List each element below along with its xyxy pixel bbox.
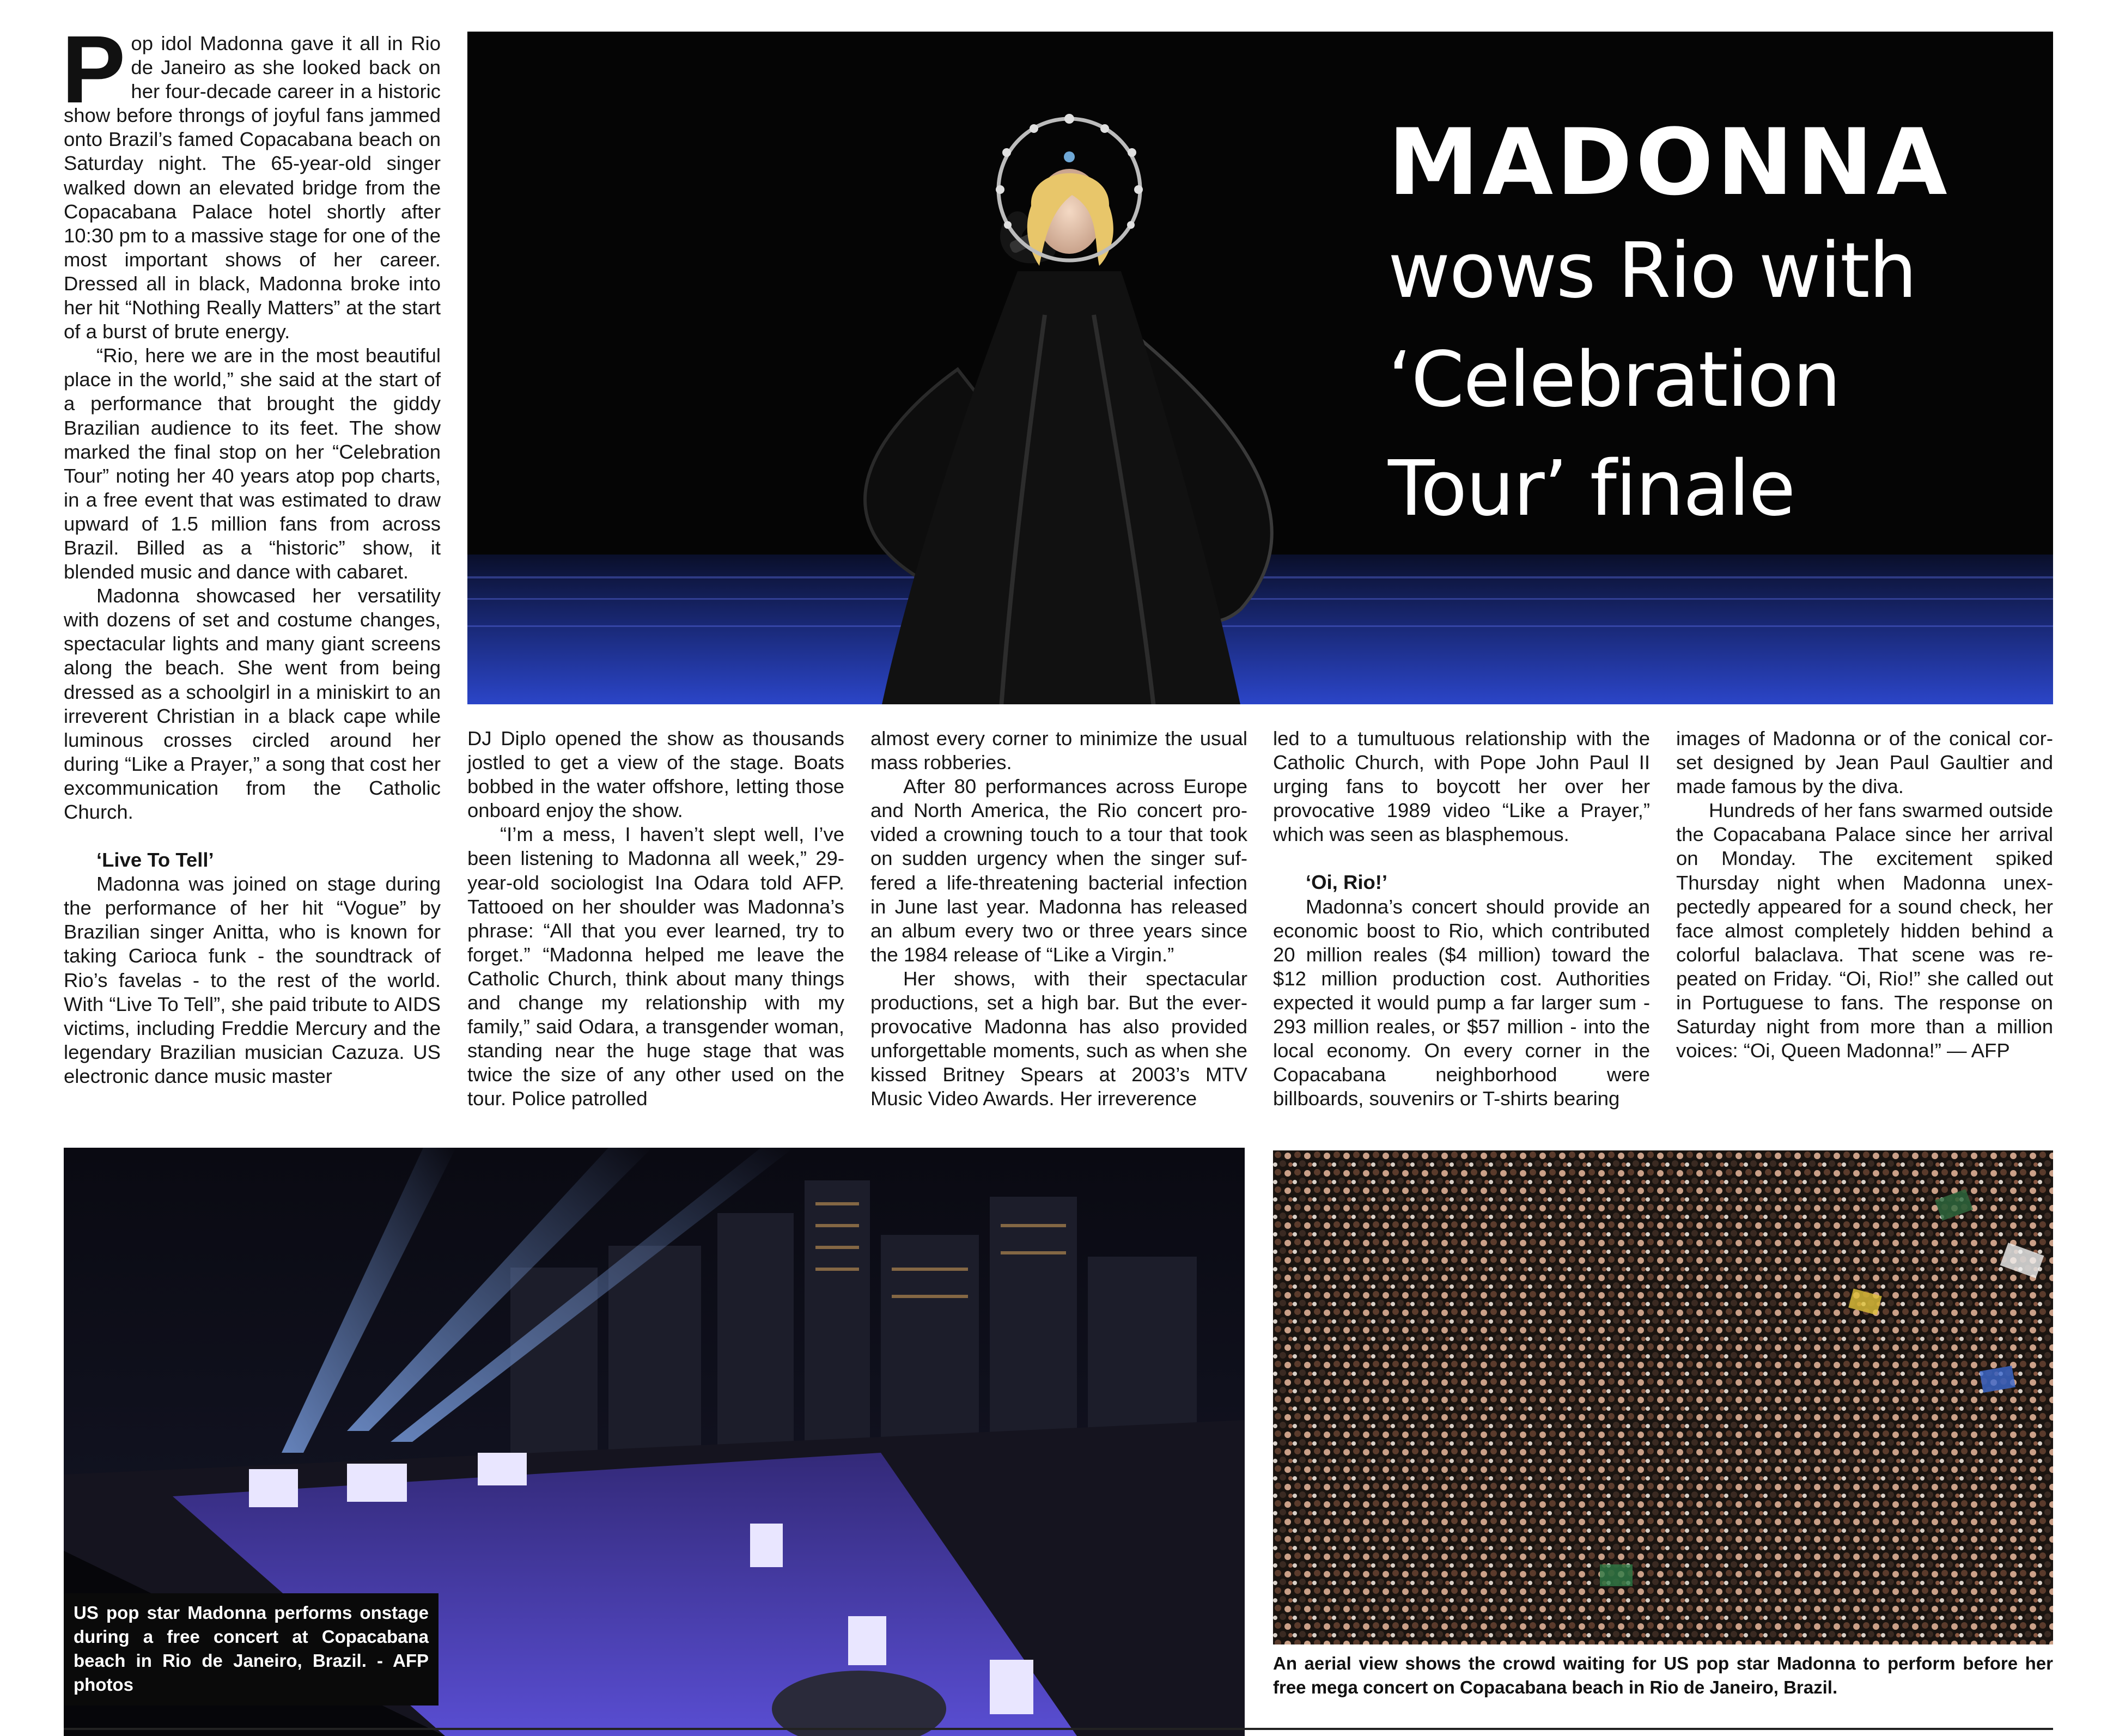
paragraph: almost every corner to minimize the usual mass robberies. [870, 727, 1247, 774]
paragraph: Her shows, with their spectacular productions, set a high bar. But the ever-provocative Madonna has also provided unforgettable moments, such as when she kissed Britney Spears at 2003’s MTV Music Video Awards. Her irreverence [870, 967, 1247, 1110]
hero-photo [467, 32, 2053, 704]
subheading: ‘Oi, Rio!’ [1306, 871, 1388, 894]
headline-title: MADONNA [1388, 109, 1951, 216]
article-column-4 [1273, 727, 1650, 1111]
paragraph: After 80 performances across Europe and North America, the Rio concert provided a crowning touch to a tour that took on sudden urgency when the singer suffered a life-threatening bacterial infection in June last year. Madonna has released an album every two or three years since the 1984 release of “Like a Virgin.” [870, 775, 1247, 966]
article-column-1 [62, 16, 441, 1088]
article-column-5 [1676, 727, 2053, 1063]
paragraph: “Rio, here we are in the most beautiful place in the world,” she said at the start of a performance that brought the giddy Brazilian audience to its feet. The show marked the final stop on her “Celebration Tour” noting her 40 years atop pop charts, in a free event that was estimated to draw upward of 1.5 million fans from across Brazil. Billed as a “historic” show, it blended music and dance with cabaret. [64, 344, 441, 583]
paragraph: Madonna’s concert should provide an economic boost to Rio, which contributed 20 million reales ($4 million) toward the $12 million production cost. Authorities expected it would pump a far larger sum - 293 million reales, or $57 million - into the local economy. On every corner in the Copacabana neighborhood were billboards, souvenirs or T-shirts bearing [1273, 895, 1650, 1110]
headline-line-1: wows Rio with [1388, 227, 1916, 315]
paragraph: Madonna was joined on stage during the performance of her hit “Vogue” by Brazilian singer Anitta, who is known for taking Carioca funk - the soundtrack of Rio’s favelas - to the rest of the world. With “Live To Tell”, she paid tribute to AIDS victims, including Freddie Mercury and the legendary Brazilian musician Cazuza. US electronic dance music master [64, 873, 441, 1087]
paragraph: led to a tumultuous relationship with the Catholic Church, with Pope John Paul II urging fans to boycott her over her provocative 1989 video “Like a Prayer,” which was seen as blasphemous. [1273, 727, 1650, 846]
paragraph: Madonna showcased her versatility with dozens of set and costume changes, spectacular lights and many giant screens along the beach. She went from being dressed as a schoolgirl in a miniskirt to an irreverent Christian in a black cape while luminous crosses circled around her during “Like a Prayer,” a song that cost her excommunication from the Catholic Church. [64, 584, 441, 823]
crowd-photo-caption: An aerial view shows the crowd waiting for US pop star Madonna to perform before her free mega concert on Copacabana beach in Rio de Janeiro, Brazil. [1273, 1653, 2053, 1697]
paragraph: DJ Diplo opened the show as thousands jostled to get a view of the stage. Boats bobbed in the water offshore, letting those onboard enjoy the show. [467, 727, 844, 822]
stage-photo-caption: US pop star Madonna performs onstage during a free concert at Copacabana beach in Rio de Janeiro, Brazil. - AFP photos [64, 1593, 439, 1705]
crowd-aerial-photo [1273, 1150, 2053, 1644]
headline-line-2: ‘Celebration [1388, 336, 1840, 424]
headline-line-3: Tour’ finale [1388, 444, 1795, 533]
bottom-rule [64, 1728, 2053, 1730]
article-column-3 [870, 727, 1247, 1111]
paragraph: Hundreds of her fans swarmed outside the Copacabana Palace since her arrival on Monday. The excitement spiked Thursday night when Madonna unexpectedly appeared for a sound check, her face almost completely hidden behind a colorful balaclava. That scene was repeated on Friday. “Oi, Rio!” she called out in Portuguese to fans. The response on Saturday night from more than a million voices: “Oi, Queen Madonna!” — AFP [1676, 799, 2053, 1062]
article-column-2 [467, 727, 844, 1111]
subheading: ‘Live To Tell’ [96, 849, 214, 872]
paragraph: “I’m a mess, I haven’t slept well, I’ve been listening to Madonna all week,” 29-year-old sociologist Ina Odara told AFP. Tattooed on her shoulder was Madonna’s phrase: “All that you ever learned, try to forget.” “Madonna helped me leave the Catholic Church, think about many things and change my relationship with my family,” said Odara, a transgender woman, standing near the huge stage that was twice the size of any other used on the tour. Police patrolled [467, 823, 844, 1110]
headline [1388, 108, 2014, 544]
crowd-texture [1273, 1150, 2053, 1644]
drop-cap: P [62, 16, 126, 123]
stage-aerial-photo [64, 1148, 1245, 1736]
paragraph: op idol Madonna gave it all in Rio de Janeiro as she looked back on her four-decade career in a historic show before throngs of joyful fans jammed onto Brazil’s famed Copacabana beach on Saturday night. The 65-year-old singer walked down an elevated bridge from the Copacabana Palace hotel shortly after 10:30 pm to a massive stage for one of the most important shows of her career. Dressed all in black, Madonna broke into her hit “Nothing Really Matters” at the start of a burst of brute energy. [64, 32, 441, 343]
paragraph: images of Madonna or of the conical corset designed by Jean Paul Gaultier and made famous by the diva. [1676, 727, 2053, 798]
